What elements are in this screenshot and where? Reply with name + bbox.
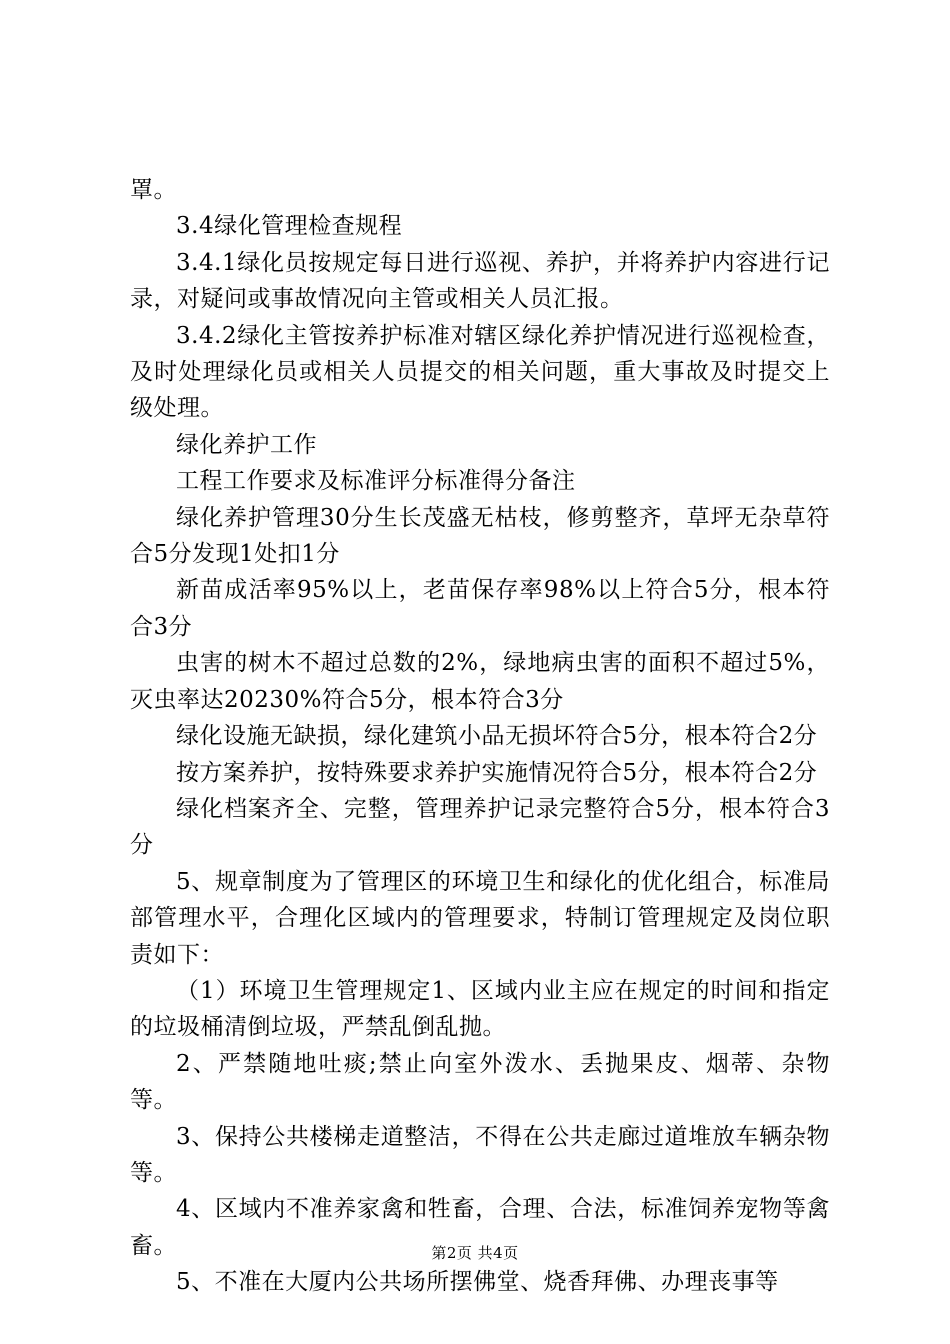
paragraph: 绿化设施无缺损，绿化建筑小品无损坏符合5分，根本符合2分 bbox=[176, 723, 818, 750]
paragraph: 3、保持公共楼梯走道整洁，不得在公共走廊过道堆放车辆杂物等。 bbox=[130, 1123, 830, 1186]
paragraph: 5、不准在大厦内公共场所摆佛堂、烧香拜佛、办理丧事等 bbox=[176, 1269, 779, 1296]
paragraph: 新苗成活率95%以上，老苗保存率98%以上符合5分，根本符合3分 bbox=[130, 577, 830, 640]
paragraph: 2、严禁随地吐痰;禁止向室外泼水、丢抛果皮、烟蒂、杂物等。 bbox=[130, 1050, 830, 1114]
paragraph: 按方案养护，按特殊要求养护实施情况符合5分，根本符合2分 bbox=[176, 759, 818, 786]
paragraph: 3.4.1绿化员按规定每日进行巡视、养护，并将养护内容进行记录，对疑问或事故情况向主管或相关人员汇报。 bbox=[130, 249, 830, 313]
paragraph: 绿化养护工作 bbox=[176, 431, 317, 458]
paragraph: 3.4.2绿化主管按养护标准对辖区绿化养护情况进行巡视检查，及时处理绿化员或相关人员提交的相关问题，重大事故及时提交上级处理。 bbox=[130, 322, 830, 422]
paragraph: 虫害的树木不超过总数的2%，绿地病虫害的面积不超过5%，灭虫率达20230%符合5分，根本符合3分 bbox=[130, 650, 830, 713]
page-number-footer: 第2页 共4页 bbox=[431, 1244, 519, 1262]
paragraph-continuation: 罩。 bbox=[130, 177, 177, 203]
paragraph: 工程工作要求及标准评分标准得分备注 bbox=[176, 468, 576, 495]
section-heading: 3.4绿化管理检查规程 bbox=[176, 213, 403, 240]
paragraph: 5、规章制度为了管理区的环境卫生和绿化的优化组合，标准局部管理水平，合理化区域内的管理要求，特制订管理规定及岗位职责如下： bbox=[130, 868, 830, 968]
paragraph: 4、区域内不准养家禽和牲畜，合理、合法，标准饲养宠物等禽畜。 bbox=[130, 1196, 830, 1259]
paragraph: （1）环境卫生管理规定1、区域内业主应在规定的时间和指定的垃圾桶清倒垃圾，严禁乱倒乱抛。 bbox=[130, 977, 830, 1041]
document-body bbox=[130, 172, 830, 1301]
paragraph: 绿化养护管理30分生长茂盛无枯枝，修剪整齐，草坪无杂草符合5分发现1处扣1分 bbox=[130, 504, 830, 568]
paragraph: 绿化档案齐全、完整，管理养护记录完整符合5分，根本符合3分 bbox=[130, 795, 830, 859]
